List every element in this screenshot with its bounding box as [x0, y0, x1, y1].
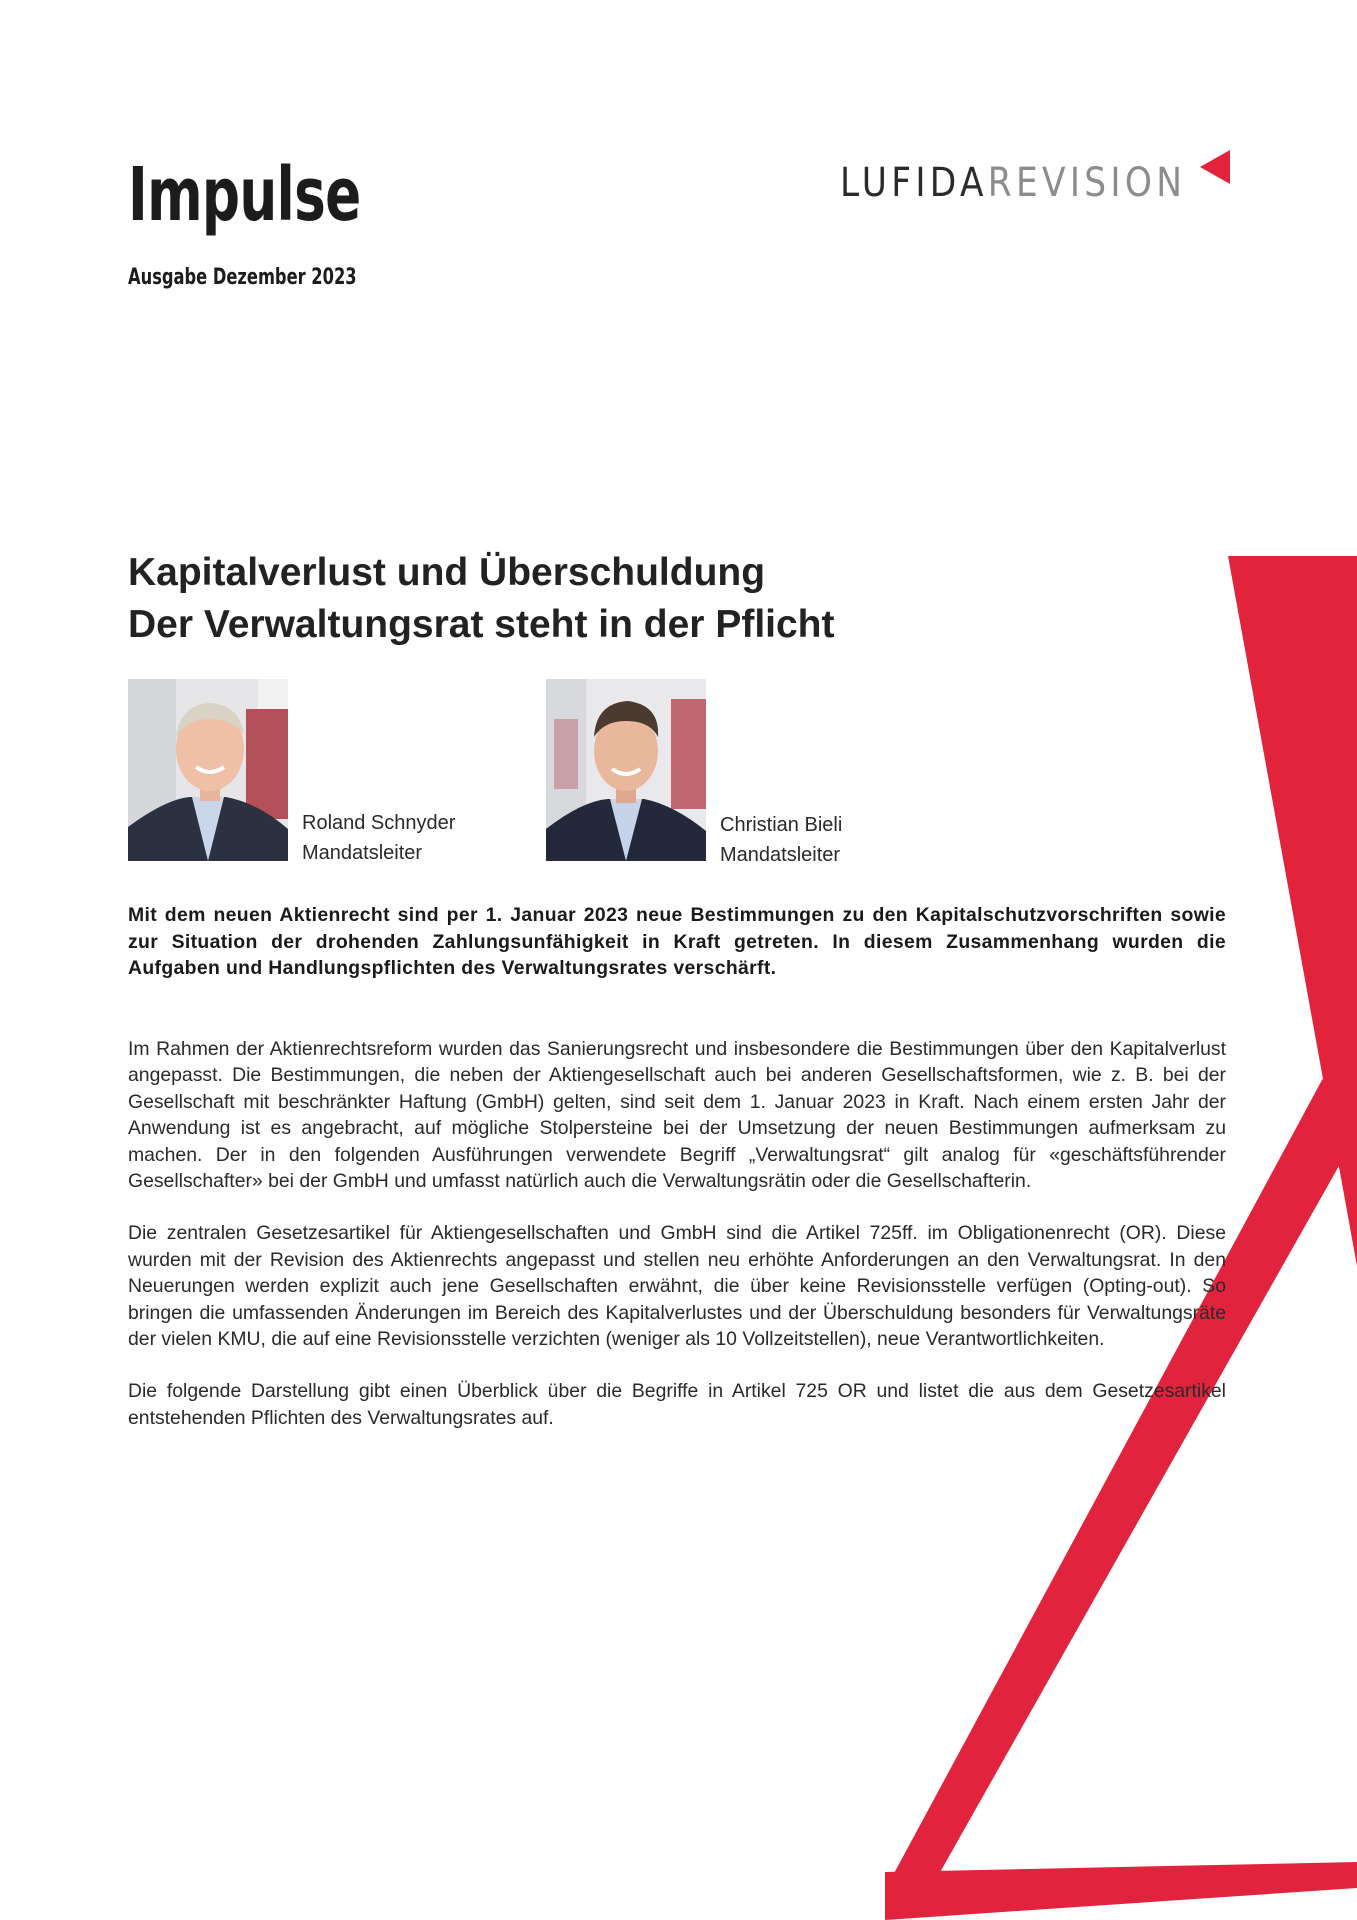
body-paragraph: Die folgende Darstellung gibt einen Überblick über die Begriffe in Artikel 725 OR und listet die aus dem Gesetzesartikel entstehenden Pflichten des Verwaltungsrates auf.: [128, 1380, 1226, 1429]
author-caption-1: [302, 808, 455, 868]
company-logo: [840, 160, 1186, 210]
author-name: Christian Bieli: [720, 814, 843, 836]
masthead-title: Impulse: [128, 152, 361, 238]
red-stripe-bottom: [885, 1862, 1357, 1920]
logo-text-revision: REVISION: [987, 160, 1187, 206]
logo-text-lufida: LUFIDA: [840, 160, 988, 206]
author-caption-2: [720, 810, 842, 870]
article-headline: [128, 547, 1108, 651]
body-paragraph: Die zentralen Gesetzesartikel für Aktiengesellschaften und GmbH sind die Artikel 725ff. im Obligationenrecht (OR). Diese wurden mit der Revision des Aktienrechts angepasst und stellen neu erhöhte Anforderungen an den Verwaltungsrat. In den Neuerungen werden explizit auch jene Gesellschaften erwähnt, die über keine Revisionsstelle verfügen (Opting-out). So bringen die umfassenden Änderungen im Bereich des Kapitalverlustes und der Überschuldung besonders für Verwaltungsräte der vielen KMU, die auf eine Revisionsstelle verzichten (weniger als 10 Vollzeitstellen), neue Verantwortlichkeiten.: [128, 1222, 1226, 1351]
logo-triangle-icon: [1200, 150, 1234, 188]
author-photo-schnyder: [128, 679, 288, 861]
author-role: Mandatsleiter: [302, 842, 423, 864]
author-name: Roland Schnyder: [302, 812, 456, 834]
body-paragraph: Im Rahmen der Aktienrechtsreform wurden das Sanierungsrecht und insbesondere die Bestimmungen über den Kapitalverlust angepasst. Die Bestimmungen, die neben der Aktiengesellschaft auch bei anderen Gesellschaftsformen, wie z. B. bei der Gesellschaft mit beschränkter Haftung (GmbH) gelten, sind seit dem 1. Januar 2023 in Kraft. Nach einem ersten Jahr der Anwendung ist es angebracht, auf mögliche Stolpersteine bei der Umsetzung der neuen Bestimmungen aufmerksam zu machen. Der in den folgenden Ausführungen verwendete Begriff „Verwaltungsrat“ gilt analog für «geschäftsführender Gesellschafter» bei der GmbH und umfasst natürlich auch die Verwaltungsrätin oder die Gesellschafterin.: [128, 1038, 1226, 1193]
headline-line-2: Der Verwaltungsrat steht in der Pflicht: [128, 603, 835, 646]
author-role: Mandatsleiter: [720, 844, 841, 866]
headline-line-1: Kapitalverlust und Überschuldung: [128, 551, 766, 594]
author-photo-bieli: [546, 679, 706, 861]
issue-date: Ausgabe Dezember 2023: [128, 265, 357, 290]
article-body: [128, 1036, 1226, 1457]
lead-paragraph: Mit dem neuen Aktienrecht sind per 1. Januar 2023 neue Bestimmungen zu den Kapitalschutzvorschriften sowie zur Situation der drohenden Zahlungsunfähigkeit in Kraft getreten. In diesem Zusammenhang wurden die Aufgaben und Handlungspflichten des Verwaltungsrates verschärft.: [128, 904, 1226, 979]
